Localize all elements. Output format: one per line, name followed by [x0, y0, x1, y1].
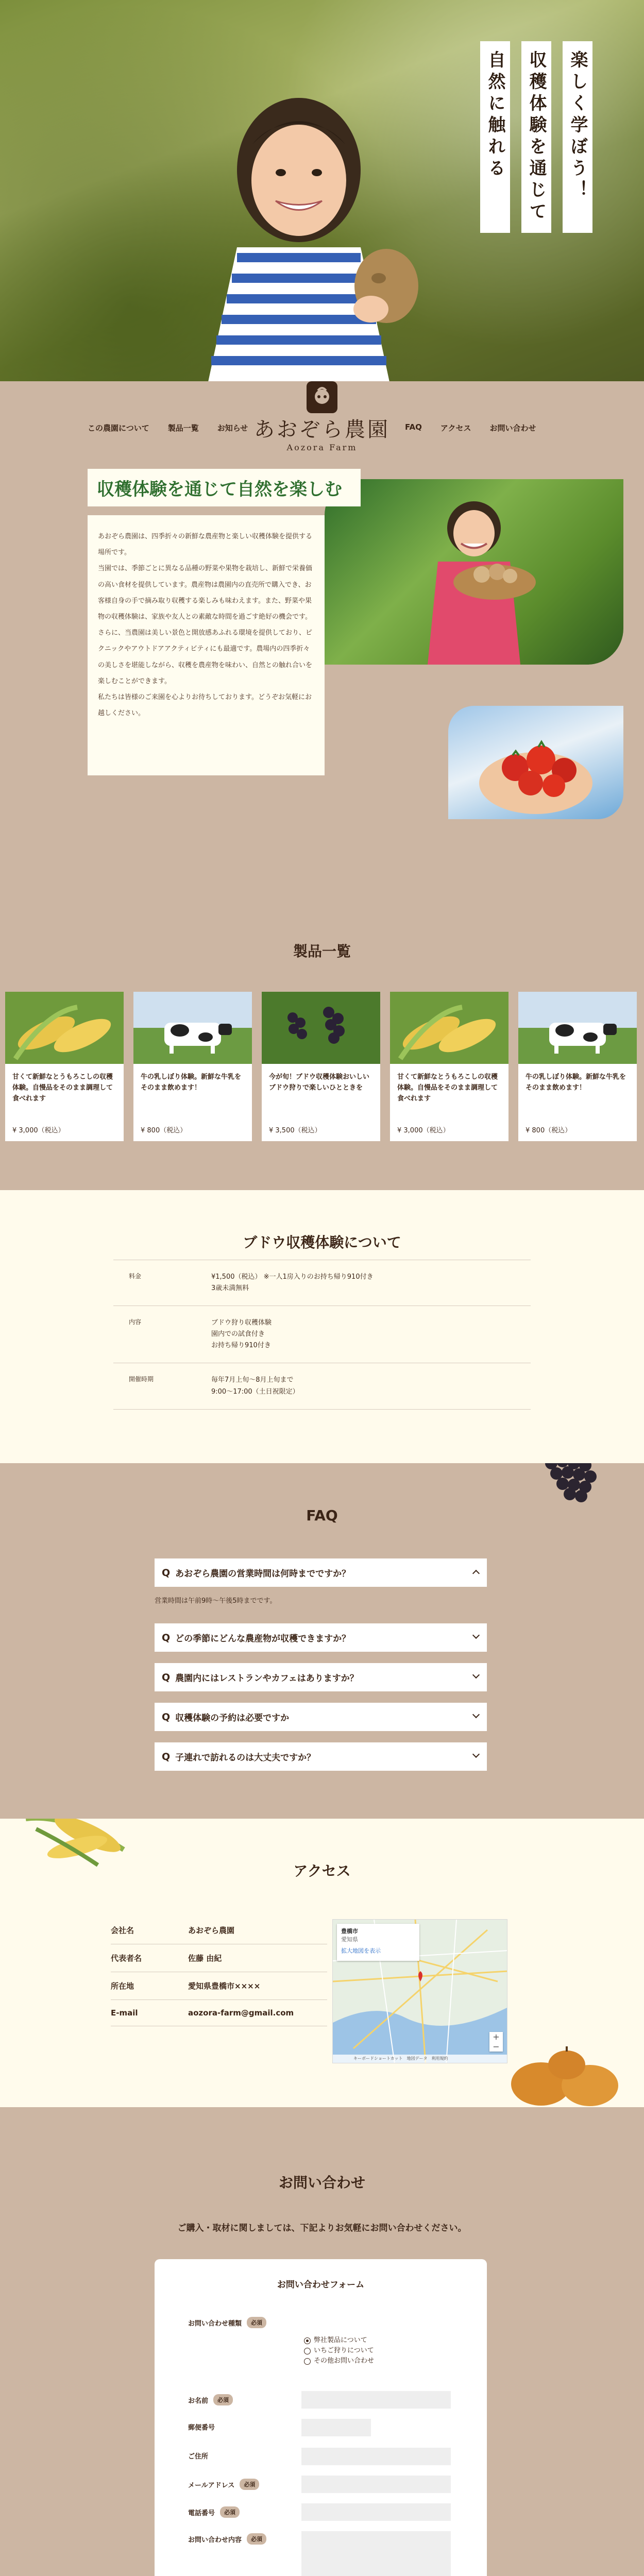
grape-row-value: お持ち帰り910付き — [211, 1342, 271, 1350]
q-icon: Q — [162, 1567, 171, 1579]
logo-title: あおぞら農園 — [254, 418, 390, 442]
intro-photo-girl-basket — [325, 479, 623, 665]
nav-about[interactable]: この農園について — [88, 423, 149, 433]
product-price: ¥ 800（税込） — [141, 1127, 187, 1134]
radio-unchecked-icon — [304, 2348, 311, 2354]
company-value: 愛知県豊橋市×××× — [188, 1972, 327, 2000]
required-badge: 必須 — [240, 2479, 259, 2490]
hero-copy-line-3: 自然に触れる — [480, 41, 510, 233]
grape-image — [262, 992, 380, 1064]
zip-input[interactable] — [301, 2419, 371, 2436]
cow-image — [518, 992, 637, 1064]
product-description: 牛の乳しぼり体験。新鮮な牛乳をそのまま飲めます！ — [526, 1073, 626, 1092]
company-value[interactable]: aozora-farm@gmail.com — [188, 2000, 327, 2026]
form-title: お問い合わせフォーム — [277, 2280, 365, 2290]
faq-question-text: どの季節にどんな農産物が収穫できますか？ — [175, 1634, 351, 1644]
pear-decoration-icon — [507, 2045, 626, 2107]
nav-access[interactable]: アクセス — [440, 423, 471, 433]
grape-row-value: 園内での試食付き — [211, 1330, 265, 1338]
label-text: ご住所 — [188, 2453, 209, 2461]
zoom-in-button[interactable]: + — [493, 2032, 500, 2042]
label-text: 郵便番号 — [188, 2424, 215, 2432]
grape-row-value: 3歳未満無料 — [211, 1284, 249, 1293]
global-nav — [0, 381, 644, 459]
faq-question-text: 農園内にはレストランやカフェはありますか？ — [175, 1673, 359, 1684]
map-footer: キーボードショートカット 地図データ 利用規約 — [333, 2055, 507, 2063]
faq-question-2[interactable] — [155, 1623, 487, 1652]
q-icon: Q — [162, 1632, 171, 1643]
intro-photo-tomatoes — [448, 706, 623, 819]
required-badge: 必須 — [247, 2317, 266, 2328]
table-row — [111, 1917, 327, 1944]
faq-question-text: あおぞら農園の営業時間は何時までですか？ — [175, 1569, 351, 1579]
product-card[interactable] — [133, 992, 252, 1141]
intro-paragraph: あおぞら農園は、四季折々の新鮮な農産物と楽しい収穫体験を提供する場所です。 — [98, 533, 313, 557]
products-title: 製品一覧 — [293, 943, 351, 960]
intro-title: 収穫体験を通じて自然を楽しむ — [88, 469, 361, 506]
access-section — [0, 1819, 644, 2107]
zoom-out-button[interactable]: − — [493, 2042, 500, 2052]
hero-copy-line-2: 収穫体験を通じて — [521, 41, 551, 233]
q-icon: Q — [162, 1751, 171, 1762]
table-row — [113, 1260, 531, 1306]
grape-title: ブドウ収穫体験について — [243, 1234, 401, 1251]
message-textarea[interactable] — [301, 2531, 451, 2576]
grape-experience-section — [0, 1190, 644, 1463]
product-list — [5, 992, 637, 1141]
intro-text-box — [88, 515, 325, 775]
faq-section — [0, 1463, 644, 1819]
map-info-card — [337, 1924, 419, 1961]
required-badge: 必須 — [213, 2394, 233, 2405]
contact-form — [155, 2259, 487, 2576]
farm-logo-icon — [302, 381, 342, 415]
product-card[interactable] — [262, 992, 380, 1141]
faq-title: FAQ — [306, 1507, 338, 1524]
label-text: お問い合わせ内容 — [188, 2536, 242, 2544]
product-price: ¥ 3,000（税込） — [12, 1127, 65, 1134]
product-price: ¥ 3,000（税込） — [397, 1127, 450, 1134]
grape-row-value: ブドウ狩り収穫体験 — [211, 1319, 272, 1327]
grape-row-key: 料金 — [113, 1260, 211, 1306]
field-label-message — [188, 2533, 266, 2545]
label-text: 電話番号 — [188, 2509, 215, 2517]
grape-info-table — [113, 1260, 531, 1410]
chevron-down-icon — [472, 1711, 480, 1718]
required-badge: 必須 — [247, 2533, 266, 2545]
faq-question-5[interactable] — [155, 1742, 487, 1771]
grape-row-key: 内容 — [113, 1306, 211, 1363]
products-section — [0, 940, 644, 1190]
company-key: 所在地 — [111, 1972, 188, 2000]
grape-row-key: 開催時期 — [113, 1363, 211, 1409]
product-card[interactable] — [518, 992, 637, 1141]
product-description: 今が旬！ブドウ収穫体験おいしいブドウ狩りで楽しいひとときを — [269, 1073, 370, 1092]
contact-section — [0, 2107, 644, 2576]
radio-option[interactable] — [304, 2335, 374, 2346]
map-zoom-control — [489, 2032, 503, 2052]
email-input[interactable] — [301, 2476, 451, 2493]
intro-paragraph: さらに、当農園は美しい景色と開放感あふれる環境を提供しており、ピクニックやアウトドアアクティビティにも最適です。農場内の四季折々の美しさを堪能しながら、収穫を農産物を味わい、自然との触れ合いを楽しむことができます。 — [98, 629, 313, 685]
address-input[interactable] — [301, 2448, 451, 2465]
contact-lead-text: ご購入・取材に関しましては、下記よりお気軽にお問い合わせください。 — [177, 2223, 467, 2233]
nav-news[interactable]: お知らせ — [217, 423, 248, 433]
company-value: あおぞら農園 — [188, 1917, 327, 1944]
grape-decoration-icon — [526, 1463, 623, 1510]
nav-products[interactable]: 製品一覧 — [167, 423, 199, 433]
intro-paragraph: 私たちは皆様のご来園を心よりお待ちしております。どうぞお気軽にお越しください。 — [98, 693, 312, 718]
label-text: お問い合わせ種類 — [188, 2319, 242, 2328]
intro-paragraph: 当園では、季節ごとに異なる品種の野菜や果物を栽培し、新鮮で栄養価の高い食材を提供しています。農産物は農園内の直売所で購入でき、お客様自身の手で摘み取り収穫する楽しみも味わえます。また、野菜や果物の収穫体験は、家族や友人との素敵な時間を過ごす絶好の機会です。 — [98, 565, 313, 621]
site-logo[interactable] — [0, 381, 644, 452]
radio-option[interactable] — [304, 2356, 374, 2366]
faq-question-1[interactable] — [155, 1558, 487, 1587]
table-row — [111, 1944, 327, 1972]
contact-title: お問い合わせ — [278, 2174, 365, 2191]
grape-row-value: 9:00〜17:00（土日祝限定） — [211, 1387, 299, 1396]
company-info-table — [111, 1917, 327, 2026]
nav-faq[interactable]: FAQ — [405, 422, 422, 432]
product-price: ¥ 3,500（税込） — [269, 1127, 321, 1134]
company-key: E-mail — [111, 2000, 188, 2026]
chevron-down-icon — [472, 1751, 480, 1758]
product-card[interactable] — [390, 992, 509, 1141]
product-description: 甘くて新鮮なとうもろこしの収穫体験。自慢品をそのまま調理して食べれます — [12, 1073, 113, 1103]
chevron-up-icon — [472, 1570, 480, 1577]
radio-label: 弊社製品について — [314, 2336, 367, 2344]
company-value: 佐藤 由紀 — [188, 1944, 327, 1972]
field-label-email — [188, 2479, 259, 2490]
faq-question-4[interactable] — [155, 1703, 487, 1731]
label-text: メールアドレス — [188, 2481, 235, 2489]
chevron-down-icon — [472, 1671, 480, 1679]
tomatoes-image — [448, 706, 623, 819]
logo-subtitle: Aozora Farm — [286, 443, 358, 452]
faq-question-text: 子連れで訪れるのは大丈夫ですか？ — [175, 1753, 316, 1763]
table-row — [111, 2000, 327, 2026]
radio-option[interactable] — [304, 2346, 374, 2356]
field-label-address — [188, 2451, 208, 2461]
inquiry-kind-radio-group — [304, 2335, 374, 2366]
product-card[interactable] — [5, 992, 124, 1141]
field-label-name — [188, 2394, 233, 2405]
q-icon: Q — [162, 1671, 171, 1683]
cow-image — [133, 992, 252, 1064]
product-description: 甘くて新鮮なとうもろこしの収穫体験。自慢品をそのまま調理して食べれます — [397, 1073, 498, 1103]
map-place-name: 豊橋市 — [341, 1928, 358, 1935]
grape-row-value: 毎年7月上旬〜8月上旬まで — [211, 1376, 294, 1384]
company-key: 会社名 — [111, 1917, 188, 1944]
radio-label: いちご狩りについて — [314, 2347, 374, 2355]
map-place-sub: 愛知県 — [341, 1936, 358, 1943]
product-price: ¥ 800（税込） — [526, 1127, 572, 1134]
access-title: アクセス — [293, 1862, 351, 1879]
radio-checked-icon — [304, 2337, 311, 2344]
girl-basket-image — [325, 479, 623, 665]
field-label-zip — [188, 2422, 215, 2432]
corn-image — [5, 992, 124, 1064]
q-icon: Q — [162, 1711, 171, 1723]
map-enlarge-link[interactable]: 拡大地図を表示 — [341, 1947, 381, 1954]
label-text: お名前 — [188, 2397, 209, 2405]
faq-question-3[interactable] — [155, 1663, 487, 1691]
field-label-tel — [188, 2506, 240, 2518]
hero-copy-line-1: 楽しく学ぼう！ — [563, 41, 592, 233]
company-key: 代表者名 — [111, 1944, 188, 1972]
radio-label: その他お問い合わせ — [314, 2357, 375, 2365]
nav-right-group — [405, 422, 536, 433]
table-row — [113, 1306, 531, 1363]
product-description: 牛の乳しぼり体験。新鮮な牛乳をそのまま飲めます！ — [141, 1073, 242, 1092]
table-row — [113, 1363, 531, 1409]
google-map[interactable] — [332, 1919, 507, 2063]
faq-answer-1: 営業時間は午前9時〜午後5時までです。 — [155, 1597, 277, 1605]
faq-question-text: 収穫体験の予約は必要ですか — [175, 1713, 290, 1723]
hero-section — [0, 0, 644, 381]
tel-input[interactable] — [301, 2503, 451, 2521]
name-input[interactable] — [301, 2391, 451, 2409]
nav-contact[interactable]: お問い合わせ — [489, 423, 536, 433]
nav-left-group — [88, 422, 248, 433]
field-label-kind — [188, 2317, 266, 2328]
hero-catchcopy — [182, 41, 592, 233]
intro-section — [0, 459, 644, 940]
radio-unchecked-icon — [304, 2358, 311, 2365]
corn-image — [390, 992, 509, 1064]
faq-list — [155, 1558, 487, 1782]
required-badge: 必須 — [220, 2506, 240, 2518]
chevron-down-icon — [472, 1632, 480, 1639]
table-row — [111, 1972, 327, 2000]
grape-row-value: ¥1,500（税込） ※一人1房入りのお持ち帰り910付き — [211, 1273, 374, 1281]
